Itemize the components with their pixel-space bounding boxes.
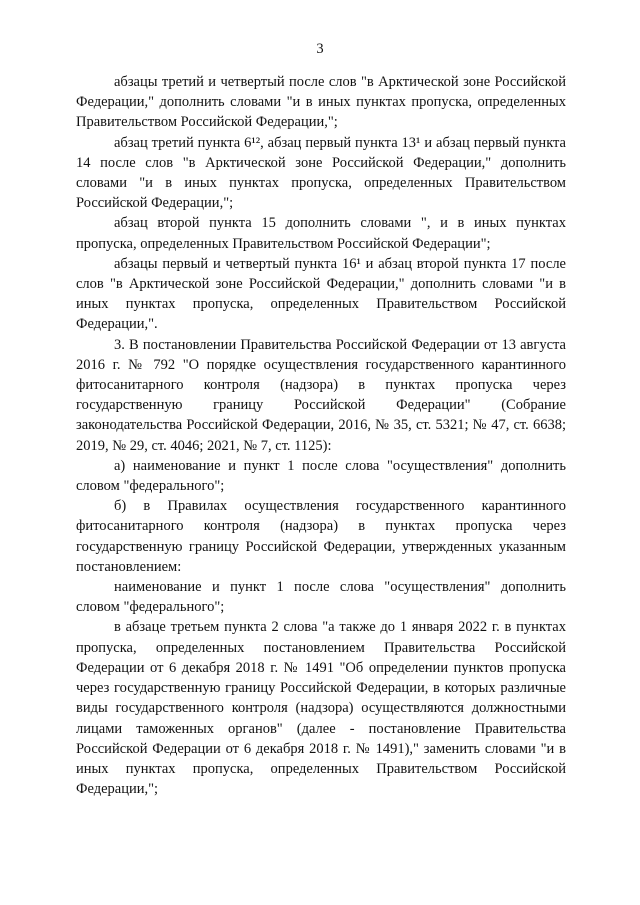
document-body: [76, 72, 566, 799]
paragraph-6: а) наименование и пункт 1 после слова "осуществления" дополнить словом "федерального";: [76, 457, 566, 495]
paragraph-8: наименование и пункт 1 после слова "осуществления" дополнить словом "федерального";: [76, 579, 566, 616]
paragraph-3: абзац второй пункта 15 дополнить словами ", и в иных пунктах пропуска, определенных Правительством Российской Федерации";: [76, 215, 566, 252]
paragraph-4: абзацы первый и четвертый пункта 16¹ и абзац второй пункта 17 после слов "в Арктической зоне Российской Федерации," дополнить словами "и в иных пунктах пропуска, определенных Правительством Российской Федерации,".: [76, 255, 566, 333]
paragraph-5: 3. В постановлении Правительства Российской Федерации от 13 августа 2016 г. № 792 "О порядке осуществления государственного карантинного фитосанитарного контроля (надзора) в пунктах пропуска через государственную границу Российской Федерации" (Собрание законодательства Российской Федерации, 2016, № 35, ст. 5321; № 47, ст. 6638; 2019, № 29, ст. 4046; 2021, № 7, ст. 1125):: [76, 336, 566, 454]
paragraph-9: в абзаце третьем пункта 2 слова "а также до 1 января 2022 г. в пунктах пропуска, определенных постановлением Правительства Российской Федерации от 6 декабря 2018 г. № 1491 "Об определении пунктов пропуска через государственную границу Российской Федерации, в которых различные виды государственного контроля (надзора) осуществляются должностными лицами таможенных органов" (далее - постановление Правительства Российской Федерации от 6 декабря 2018 г. № 1491)," заменить словами "и в иных пунктах пропуска, определенных Правительством Российской Федерации,";: [76, 619, 566, 798]
paragraph-7: б) в Правилах осуществления государственного карантинного фитосанитарного контроля (надзора) в пунктах пропуска через государственную границу Российской Федерации, утвержденных указанным постановлением:: [76, 498, 566, 575]
paragraph-1: абзацы третий и четвертый после слов "в Арктической зоне Российской Федерации," дополнить словами "и в иных пунктах пропуска, определенных Правительством Российской Федерации,";: [76, 74, 566, 131]
page-number: 3: [316, 41, 324, 57]
paragraph-2: абзац третий пункта 6¹², абзац первый пункта 13¹ и абзац первый пункта 14 после слов "в Арктической зоне Российской Федерации," дополнить словами "и в иных пунктах пропуска, определенных Правительством Российской Федерации,";: [76, 134, 566, 212]
